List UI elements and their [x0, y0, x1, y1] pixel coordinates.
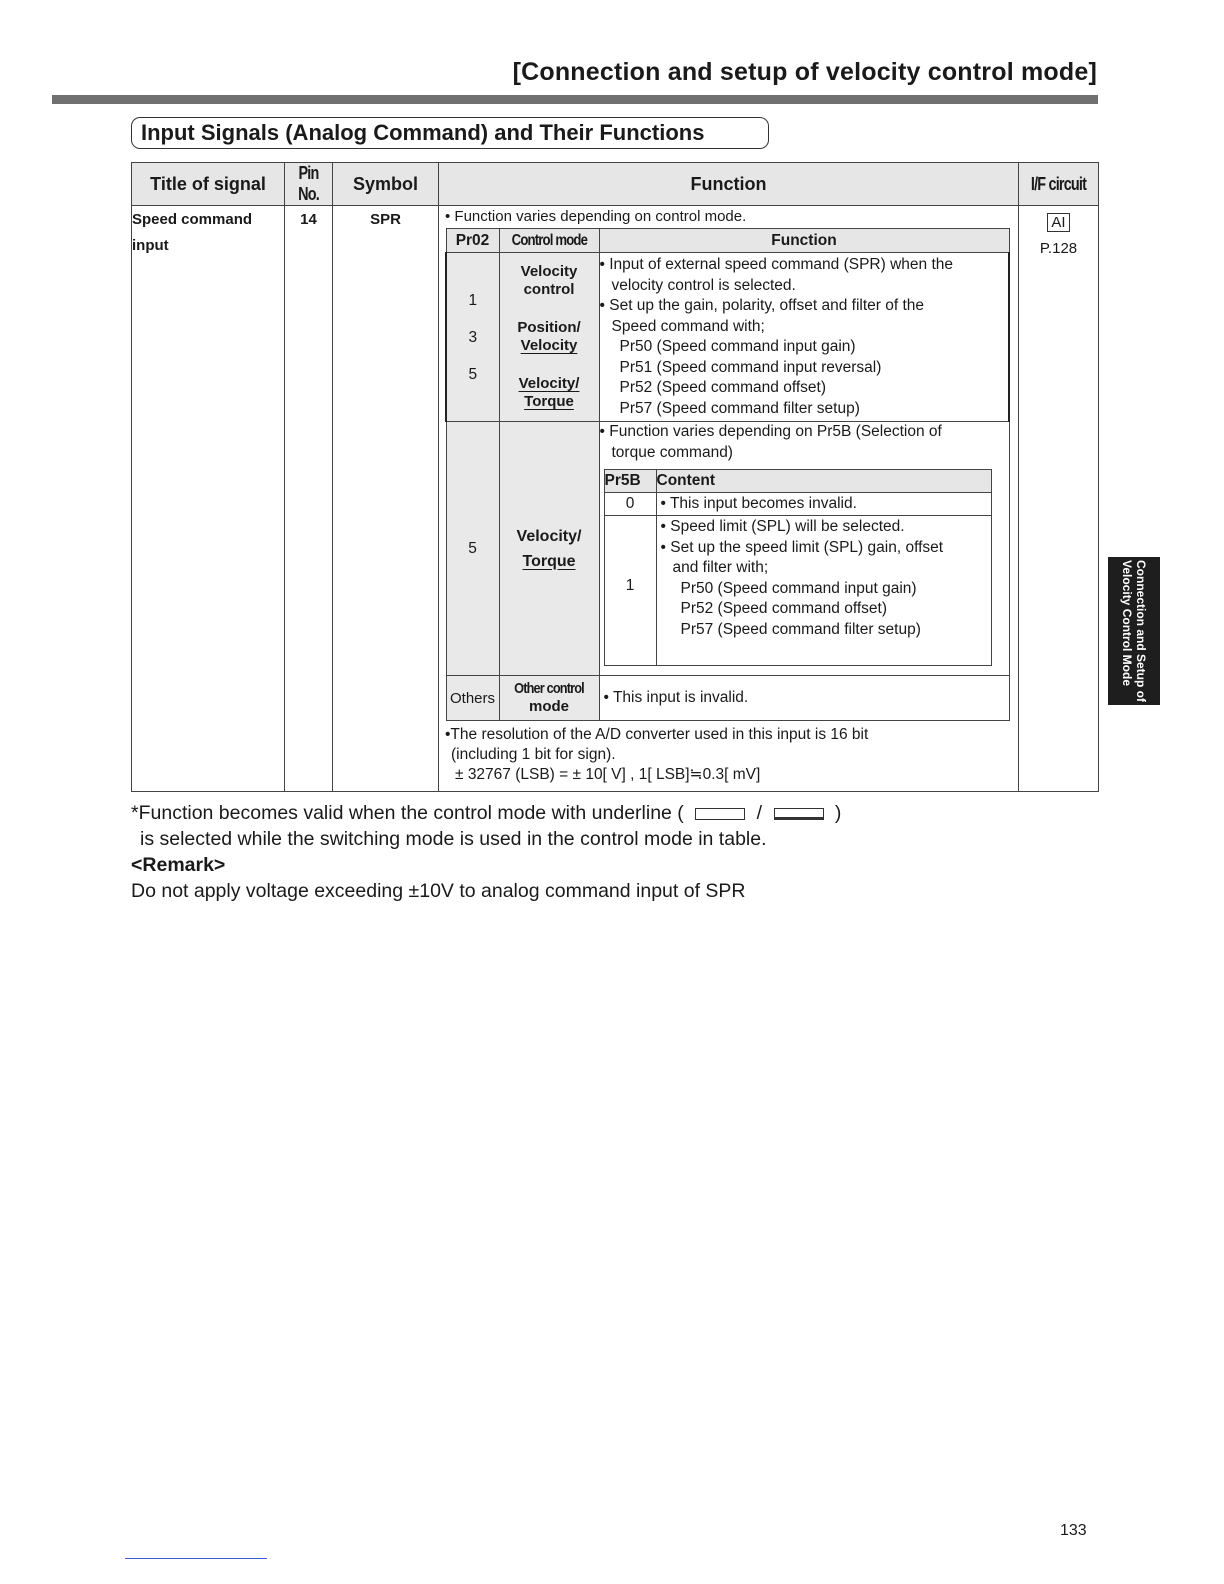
header-title-of-signal: Title of signal	[132, 163, 285, 206]
param-pr57: Pr57 (Speed command filter setup)	[619, 399, 860, 417]
pin-number: 14	[285, 206, 333, 792]
remark-label: <Remark>	[131, 854, 226, 876]
remark-text: Do not apply voltage exceeding ±10V to analog command input of SPR	[131, 880, 746, 902]
if-circuit	[1019, 206, 1099, 792]
mode-group-others	[446, 676, 1009, 721]
link-underline[interactable]	[125, 1558, 267, 1559]
control-mode-other: Other control mode	[499, 676, 599, 721]
group1-function: • Input of external speed command (SPR) when the velocity control is selected. • Set up the gain, polarity, offset and filter of the Speed command with; Pr50 (Speed command input gain) Pr51 (Speed command input reversal) Pr52 (Speed command offset) Pr57 (Speed command filter setup)	[599, 253, 1009, 422]
control-mode-table	[445, 228, 1010, 721]
header-pin-no: Pin No.	[285, 163, 333, 206]
param-pr51: Pr51 (Speed command input reversal)	[619, 358, 882, 376]
section-title: Input Signals (Analog Command) and Their Functions	[141, 120, 705, 145]
table-row	[132, 206, 1099, 792]
ai-badge: AI	[1047, 213, 1069, 232]
sub-header-content: Content	[656, 470, 991, 493]
inner-header-function: Function	[599, 229, 1009, 253]
param-pr50: Pr50 (Speed command input gain)	[619, 338, 856, 355]
pr02-value-5: 5	[446, 422, 499, 676]
control-mode-velocity-torque: Velocity/ Torque	[499, 422, 599, 676]
double-underline-sample-icon	[774, 808, 824, 820]
pr5b-content-1: • Speed limit (SPL) will be selected. • Set up the speed limit (SPL) gain, offset and filter with; Pr50 (Speed command input gain) Pr52 (Speed command offset) Pr57 (Speed command filter setup)	[656, 516, 991, 666]
pr5b-value-1: 1	[604, 516, 656, 666]
if-circuit-page-ref: P.128	[1039, 240, 1078, 257]
others-function: • This input is invalid.	[599, 676, 1009, 721]
pr5b-value-0: 0	[604, 493, 656, 516]
group2-function: • Function varies depending on Pr5B (Selection of torque command) Pr5B Content 0 • This input becomes invalid. 1 • Speed limit (SPL) will be selected. • Set up the speed limit (SPL) gain, offset and filter with; Pr50 (Speed command input gain) Pr52 (Speed command offset) Pr57 (Speed command filter setup)	[599, 422, 1009, 676]
side-tab[interactable]: Connection and Setup of Velocity Control Mode	[1108, 557, 1160, 705]
pr02-values: 1 3 5	[446, 253, 499, 422]
control-modes: Velocity control Position/ Velocity Velocity/ Torque	[499, 253, 599, 422]
pr5b-content-0: • This input becomes invalid.	[656, 493, 991, 516]
inner-header-control-mode: Control mode	[499, 229, 599, 253]
signal-symbol: SPR	[333, 206, 439, 792]
mode-group-1	[446, 253, 1009, 422]
header-if-circuit: I/F circuit	[1019, 163, 1099, 206]
footnote: *Function becomes valid when the control mode with underline ( / ) is selected while the switching mode is used in the control mode in table. <Remark> Do not apply voltage exceeding ±10V to analog command input of SPR	[131, 802, 842, 902]
pr5b-table	[604, 469, 992, 666]
signal-title: Speed command input	[132, 206, 285, 792]
sub-header-pr5b: Pr5B	[604, 470, 656, 493]
page-header-title: [Connection and setup of velocity control mode]	[512, 58, 1097, 86]
resolution-note: •The resolution of the A/D converter used in this input is 16 bit (including 1 bit for sign). ± 32767 (LSB) = ± 10[ V] , 1[ LSB]≒0.3[ mV]	[445, 726, 869, 783]
header-symbol: Symbol	[333, 163, 439, 206]
underline-sample-icon	[695, 808, 745, 820]
header-rule	[52, 95, 1098, 104]
pr02-others: Others	[446, 676, 499, 721]
inner-header-pr02: Pr02	[446, 229, 499, 253]
signal-table-header	[132, 163, 1099, 206]
page-number: 133	[1060, 1522, 1087, 1539]
param-pr52: Pr52 (Speed command offset)	[619, 379, 826, 396]
function-intro: • Function varies depending on control mode.	[445, 208, 747, 225]
header-function: Function	[439, 163, 1019, 206]
signal-table	[131, 162, 1099, 792]
function-description	[439, 206, 1019, 792]
mode-group-2	[446, 422, 1009, 676]
